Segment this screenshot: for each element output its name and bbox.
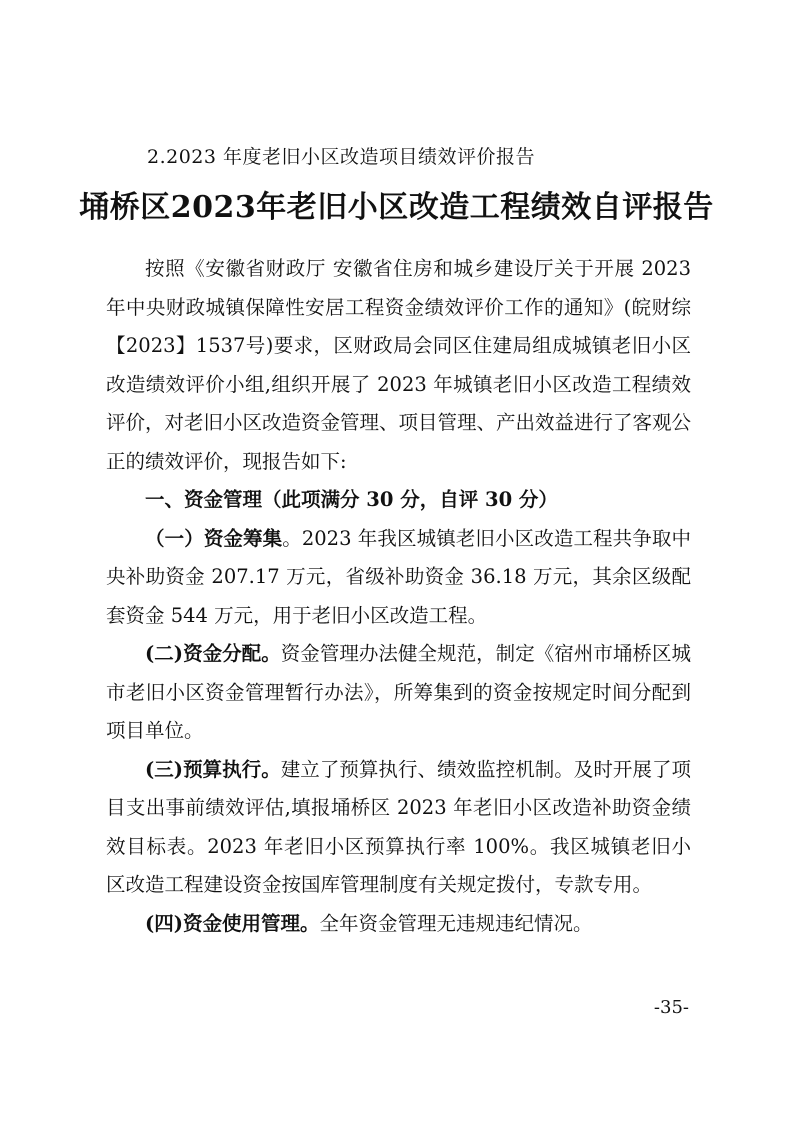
- paragraph-fund-use: [106, 905, 691, 944]
- document-title: 埇桥区2023年老旧小区改造工程绩效自评报告: [79, 190, 714, 225]
- document-body: [106, 250, 691, 943]
- paragraph-fund-raising: [106, 520, 691, 636]
- paragraph-label: （一）资金筹集: [145, 526, 283, 550]
- paragraph-text: 全年资金管理无违规违纪情况。: [319, 911, 593, 935]
- intro-paragraph: 按照《安徽省财政厅 安徽省住房和城乡建设厅关于开展 2023 年中央财政城镇保障性安居工程资金绩效评价工作的通知》(皖财综【2023】1537号)要求，区财政局会同区住建局组成城镇老旧小区改造绩效评价小组,组织开展了 2023 年城镇老旧小区改造工程绩效评价，对老旧小区改造资金管理、项目管理、产出效益进行了客观公正的绩效评价，现报告如下:: [106, 257, 692, 473]
- paragraph-text: 建立了预算执行、绩效监控机制。及时开展了项目支出事前绩效评估,填报埇桥区 2023 年老旧小区改造补助资金绩效目标表。2023 年老旧小区预算执行率 100%。我区城镇老旧小区改造工程建设资金按国库管理制度有关规定拨付，专款专用。: [106, 757, 691, 896]
- page-number: -35-: [653, 997, 689, 1018]
- paragraph-label: (四)资金使用管理。: [145, 911, 320, 935]
- paragraph-budget-execution: [106, 751, 691, 905]
- paragraph-label: (二)资金分配。: [145, 642, 281, 665]
- paragraph-text: 资金管理办法健全规范，制定《宿州市埇桥区城市老旧小区资金管理暂行办法》，所筹集到的资金按规定时间分配到项目单位。: [106, 642, 691, 742]
- section-heading-fund-management: 一、资金管理（此项满分 30 分，自评 30 分）: [145, 488, 558, 511]
- paragraph-text: 。2023 年我区城镇老旧小区改造工程共争取中央补助资金 207.17 万元，省级补助资金 36.18 万元，其余区级配套资金 544 万元，用于老旧小区改造工程。: [106, 526, 691, 627]
- paragraph-label: (三)预算执行。: [145, 757, 281, 781]
- attachment-title: 2.2023 年度老旧小区改造项目绩效评价报告: [147, 146, 536, 168]
- paragraph-fund-allocation: [106, 635, 691, 751]
